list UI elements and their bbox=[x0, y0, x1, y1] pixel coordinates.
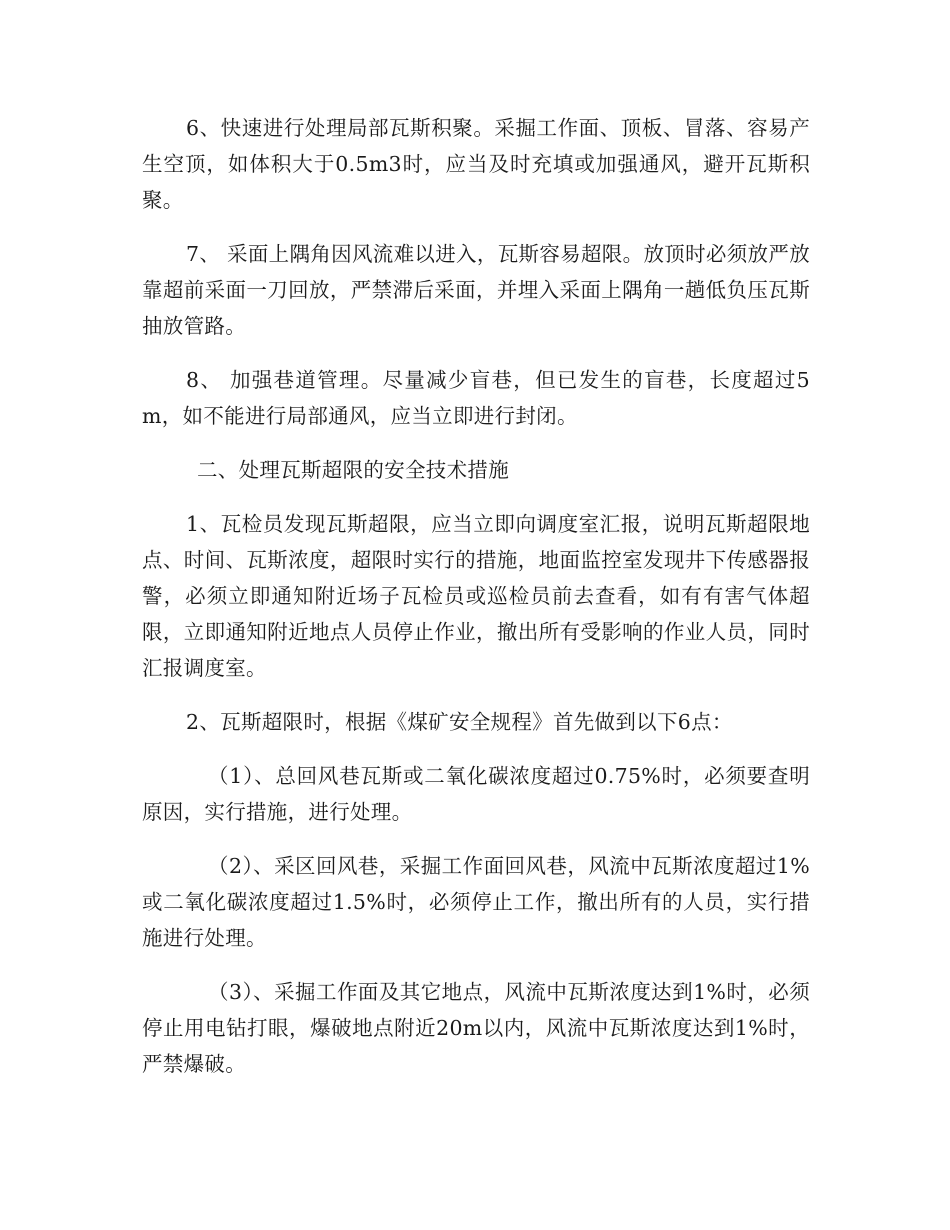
sub-item-1: （1）、总回风巷瓦斯或二氧化碳浓度超过0.75%时，必须要查明原因，实行措施，进行处理。 bbox=[142, 764, 810, 824]
paragraph-item-6: 6、快速进行处理局部瓦斯积聚。采掘工作面、顶板、冒落、容易产生空顶，如体积大于0.5m3时，应当及时充填或加强通风，避开瓦斯积聚。 bbox=[142, 116, 810, 212]
section-heading: 二、处理瓦斯超限的安全技术措施 bbox=[197, 458, 509, 482]
document-page bbox=[142, 110, 810, 1100]
sub-item-2: （2）、采区回风巷，采掘工作面回风巷，风流中瓦斯浓度超过1%或二氧化碳浓度超过1.5%时，必须停止工作，撤出所有的人员，实行措施进行处理。 bbox=[142, 854, 810, 950]
paragraph-item-7: 7、 采面上隅角因风流难以进入，瓦斯容易超限。放顶时必须放严放靠超前采面一刀回放，严禁滞后采面，并埋入采面上隅角一趟低负压瓦斯抽放管路。 bbox=[142, 242, 810, 338]
paragraph-measure-2: 2、瓦斯超限时，根据《煤矿安全规程》首先做到以下6点： bbox=[186, 710, 733, 734]
paragraph-item-8: 8、 加强巷道管理。尽量减少盲巷，但已发生的盲巷，长度超过5m，如不能进行局部通风，应当立即进行封闭。 bbox=[142, 368, 810, 428]
sub-item-3: （3）、采掘工作面及其它地点，风流中瓦斯浓度达到1%时，必须停止用电钻打眼，爆破地点附近20m以内，风流中瓦斯浓度达到1%时，严禁爆破。 bbox=[142, 980, 810, 1076]
paragraph-measure-1: 1、瓦检员发现瓦斯超限，应当立即向调度室汇报，说明瓦斯超限地点、时间、瓦斯浓度，超限时实行的措施，地面监控室发现井下传感器报警，必须立即通知附近场子瓦检员或巡检员前去查看，如有有害气体超限，立即通知附近地点人员停止作业，撤出所有受影响的作业人员，同时汇报调度室。 bbox=[142, 512, 810, 680]
